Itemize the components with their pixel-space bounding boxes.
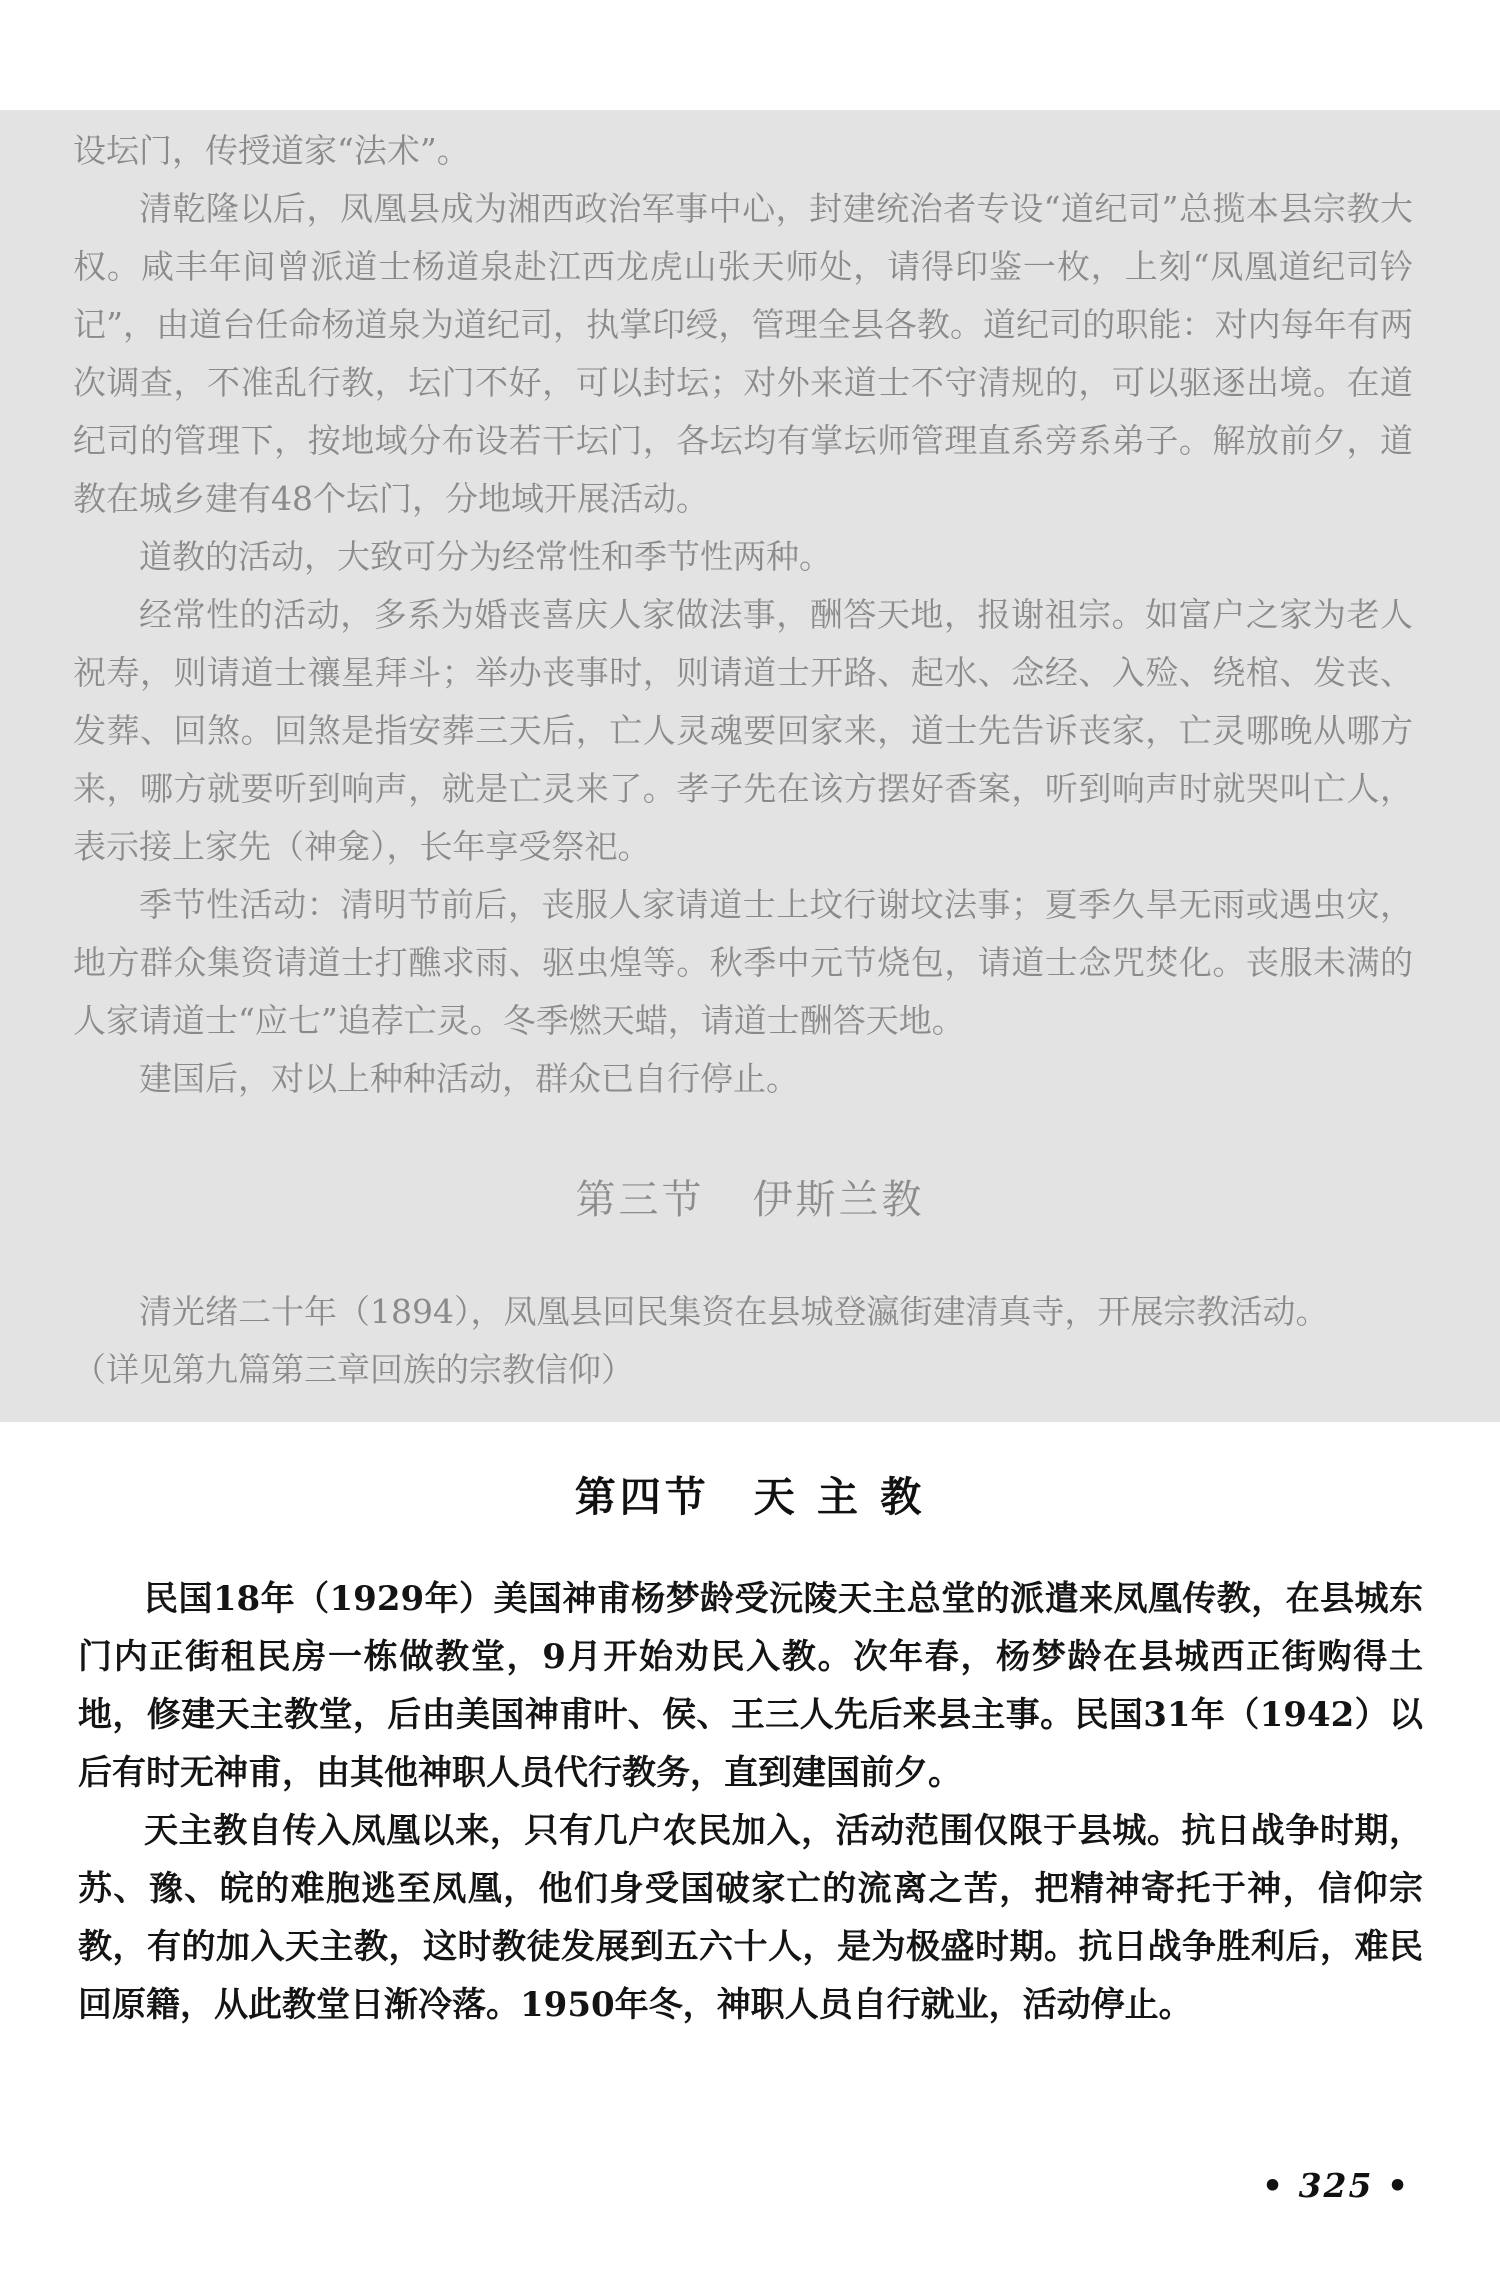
paragraph: 清光绪二十年（1894），凤凰县回民集资在县城登瀛街建清真寺，开展宗教活动。 bbox=[139, 1292, 1329, 1331]
section3-heading bbox=[0, 1168, 1500, 1225]
section-number: 第三节 bbox=[575, 1177, 705, 1223]
page-number: • 325 • bbox=[1262, 2166, 1411, 2205]
section4-body bbox=[78, 1570, 1423, 2034]
paragraph: 天主教自传入凤凰以来，只有几户农民加入，活动范围仅限于县城。抗日战争时期，苏、豫、皖的难胞逃至凤凰，他们身受国破家亡的流离之苦，把精神寄托于神，信仰宗教，有的加入天主教，这时教徒发展到五六十人，是为极盛时期。抗日战争胜利后，难民回原籍，从此教堂日渐冷落。1950年冬，神职人员自行就业，活动停止。 bbox=[78, 1811, 1423, 2025]
section-number: 第四节 bbox=[574, 1473, 710, 1521]
paragraph: 季节性活动：清明节前后，丧服人家请道士上坟行谢坟法事；夏季久旱无雨或遇虫灾，地方群众集资请道士打醮求雨、驱虫煌等。秋季中元节烧包，请道士念咒焚化。丧服未满的人家请道士“应七”追荐亡灵。冬季燃天蜡，请道士酬答天地。 bbox=[73, 885, 1413, 1040]
paragraph: 建国后，对以上种种活动，群众已自行停止。 bbox=[139, 1059, 799, 1098]
paragraph: 经常性的活动，多系为婚丧喜庆人家做法事，酬答天地，报谢祖宗。如富户之家为老人祝寿，则请道士禳星拜斗；举办丧事时，则请道士开路、起水、念经、入殓、绕棺、发丧、发葬、回煞。回煞是指安葬三天后，亡人灵魂要回家来，道士先告诉丧家，亡灵哪晚从哪方来，哪方就要听到响声，就是亡灵来了。孝子先在该方摆好香案，听到响声时就哭叫亡人，表示接上家先（神龛），长年享受祭祀。 bbox=[73, 595, 1413, 866]
section2-continuation bbox=[73, 122, 1413, 1108]
paragraph: 道教的活动，大致可分为经常性和季节性两种。 bbox=[139, 537, 832, 576]
section-title: 伊斯兰教 bbox=[752, 1177, 925, 1223]
section4-heading bbox=[0, 1464, 1500, 1523]
paragraph: （详见第九篇第三章回族的宗教信仰） bbox=[73, 1350, 634, 1389]
section-title: 天 主 教 bbox=[753, 1473, 926, 1521]
paragraph: 清乾隆以后，凤凰县成为湘西政治军事中心，封建统治者专设“道纪司”总揽本县宗教大权。咸丰年间曾派道士杨道泉赴江西龙虎山张天师处，请得印鉴一枚，上刻“凤凰道纪司钤记”，由道台任命杨道泉为道纪司，执掌印绶，管理全县各教。道纪司的职能：对内每年有两次调查，不准乱行教，坛门不好，可以封坛；对外来道士不守清规的，可以驱逐出境。在道纪司的管理下，按地域分布设若干坛门，各坛均有掌坛师管理直系旁系弟子。解放前夕，道教在城乡建有48个坛门，分地域开展活动。 bbox=[73, 189, 1413, 518]
paragraph: 设坛门，传授道家“法术”。 bbox=[73, 131, 470, 170]
paragraph: 民国18年（1929年）美国神甫杨梦龄受沅陵天主总堂的派遣来凤凰传教，在县城东门内正街租民房一栋做教堂，9月开始劝民入教。次年春，杨梦龄在县城西正街购得土地，修建天主教堂，后由美国神甫叶、侯、王三人先后来县主事。民国31年（1942）以后有时无神甫，由其他神职人员代行教务，直到建国前夕。 bbox=[78, 1579, 1423, 1793]
section3-body bbox=[73, 1283, 1413, 1399]
